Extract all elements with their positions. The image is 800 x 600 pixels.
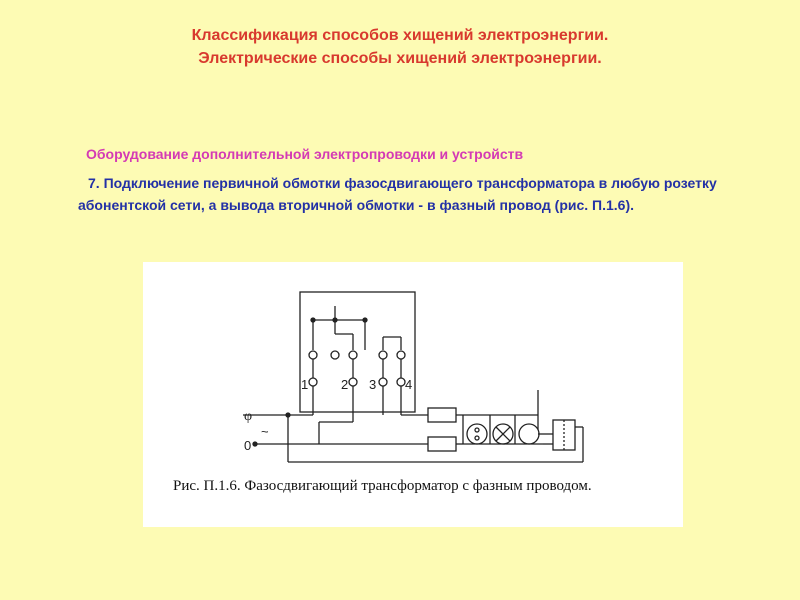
section-subtitle: Оборудование дополнительной электропроводки и устройств — [86, 146, 524, 162]
circuit-figure — [143, 262, 683, 527]
figure-caption: Рис. П.1.6. Фазосдвигающий трансформатор с фазным проводом. — [173, 478, 592, 494]
title-line-2: Электрические способы хищений электроэнергии. — [198, 50, 602, 67]
terminal-label-2: 2 — [341, 377, 349, 392]
slide-title — [0, 24, 800, 70]
terminal-label-3: 3 — [369, 377, 377, 392]
ac-symbol: ~ — [261, 424, 269, 439]
neutral-label: 0 — [244, 438, 252, 453]
terminal-label-4: 4 — [405, 377, 413, 392]
title-line-1: Классификация способов хищений электроэнергии. — [191, 27, 609, 44]
body-paragraph: 7. Подключение первичной обмотки фазосдвигающего трансформатора в любую розетку абонентской сети, а вывода вторичной обмотки - в фазный провод (рис. П.1.6). — [78, 175, 717, 213]
terminal-label-1: 1 — [301, 377, 309, 392]
phase-symbol: φ — [244, 409, 253, 424]
